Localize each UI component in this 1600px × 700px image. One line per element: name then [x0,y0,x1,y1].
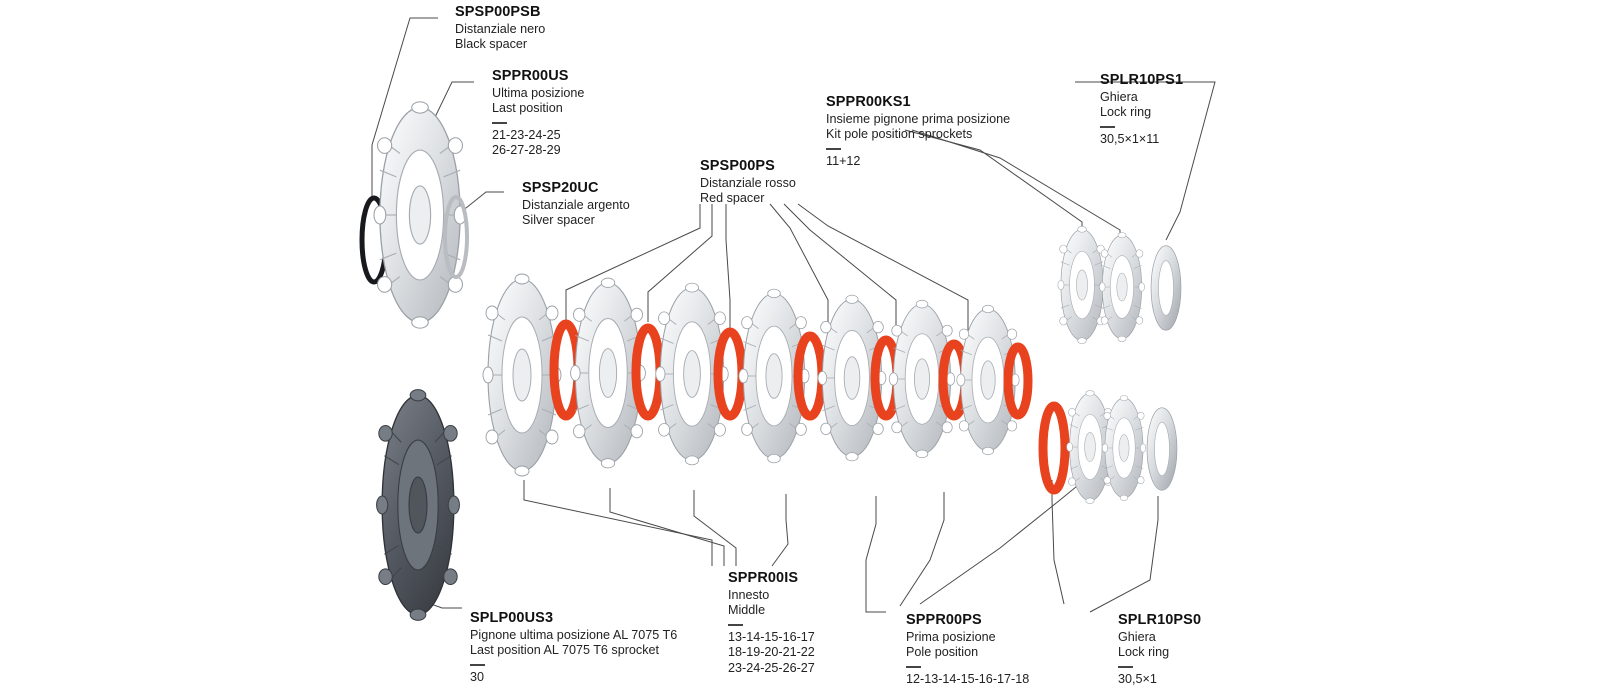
label-divider [470,664,485,665]
label-code: SPSP00PSB [455,4,541,20]
label-italian: Innesto [728,587,770,602]
label-number: 30,5×1×11 [1100,131,1160,146]
label-code: SPPR00KS1 [826,94,911,110]
label-number: 21-23-24-25 [492,127,561,142]
label-sppr00ps [906,612,1029,687]
label-sppr00ks1 [826,94,1010,169]
label-italian: Ultima posizione [492,85,585,100]
label-spsp20uc [522,180,630,228]
label-spsp00psb [455,4,545,52]
label-italian: Ghiera [1100,89,1138,104]
label-number: 30,5×1 [1118,671,1157,686]
label-italian: Prima posizione [906,629,996,644]
label-number: 23-24-25-26-27 [728,660,815,675]
part-lock-ring-top [1151,246,1181,330]
label-italian: Pignone ultima posizione AL 7075 T6 [470,627,678,642]
label-code: SPLP00US3 [470,610,554,626]
part-pole-position-kit [1058,226,1181,343]
label-divider [906,666,921,667]
label-italian: Distanziale rosso [700,175,796,190]
label-code: SPSP00PS [700,158,775,174]
label-divider [492,122,507,123]
label-english: Lock ring [1118,645,1170,660]
label-divider [1100,126,1115,127]
label-english: Lock ring [1100,105,1152,120]
label-divider [1118,666,1133,667]
label-code: SPPR00US [492,68,569,84]
label-number: 12-13-14-15-16-17-18 [906,671,1030,686]
part-red-spacer [718,332,742,416]
label-divider [728,624,743,625]
label-spsp00ps [700,158,796,206]
label-splr10ps1 [1100,72,1183,147]
label-english: Last position AL 7075 T6 sprocket [470,643,660,658]
label-splr10ps0 [1118,612,1201,687]
label-code: SPPR00IS [728,570,799,586]
label-italian: Insieme pignone prima posizione [826,111,1011,126]
label-code: SPLR10PS0 [1118,612,1202,628]
label-english: Pole position [906,645,979,660]
part-red-spacer [1043,406,1065,490]
label-code: SPPR00PS [906,612,982,628]
label-number: 13-14-15-16-17 [728,629,815,644]
label-english: Black spacer [455,37,528,52]
label-number: 30 [470,669,485,684]
label-sppr00us [492,68,584,159]
label-number: 11+12 [826,153,861,168]
part-lock-ring-bottom [1147,408,1177,491]
label-code: SPLR10PS1 [1100,72,1184,88]
label-english: Middle [728,603,766,618]
label-italian: Distanziale argento [522,197,630,212]
label-number: 18-19-20-21-22 [728,645,815,660]
label-english: Silver spacer [522,213,595,228]
label-italian: Ghiera [1118,629,1156,644]
part-last-position-sprocket [374,102,466,328]
label-divider [826,148,841,149]
label-english: Red spacer [700,191,765,206]
label-code: SPSP20UC [522,180,599,196]
label-english: Last position [492,101,563,116]
label-italian: Distanziale nero [455,21,546,36]
label-english: Kit pole position sprockets [826,127,973,142]
part-middle-sprocket-stack [483,274,1028,476]
label-sppr00is [728,570,815,676]
label-number: 26-27-28-29 [492,143,561,158]
label-splp00us3 [470,610,677,685]
part-pole-position-group [1043,390,1177,503]
part-al7075-sprocket [377,390,460,621]
